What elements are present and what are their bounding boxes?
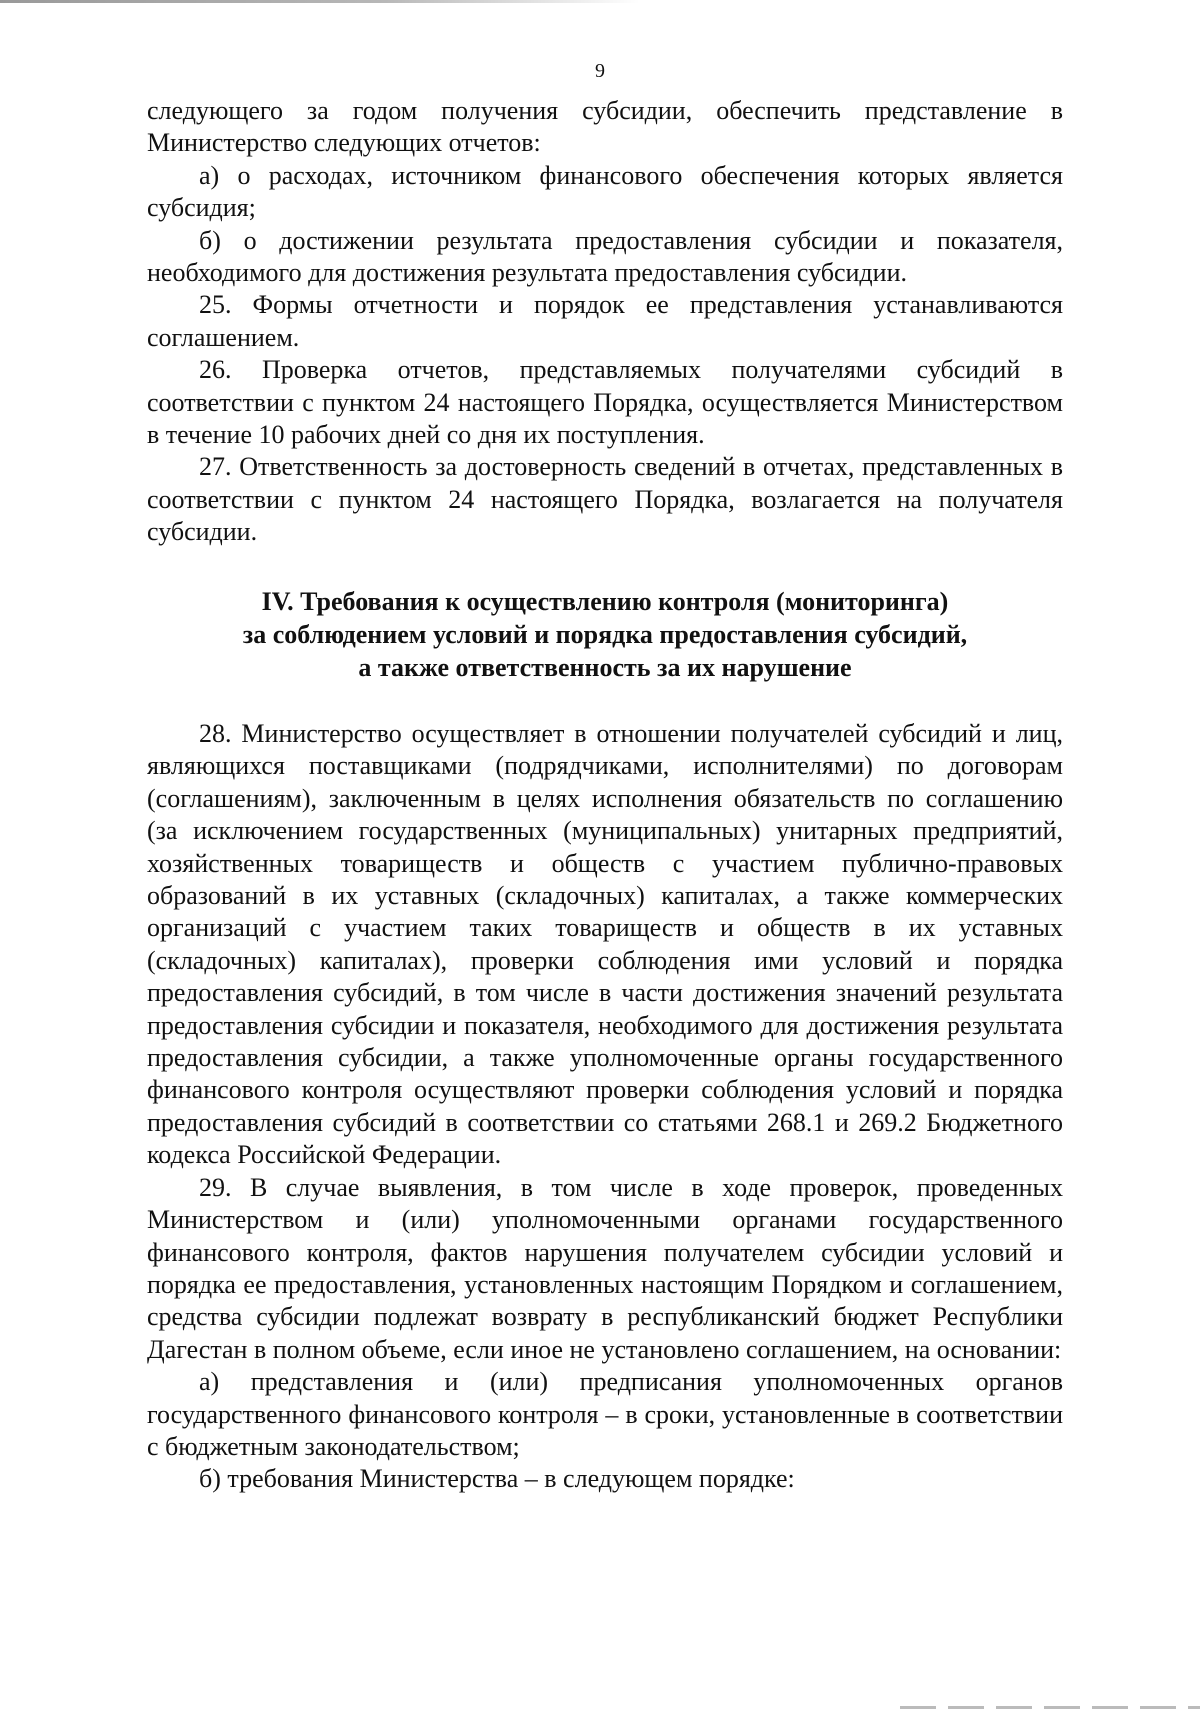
paragraph-27: 27. Ответственность за достоверность сведений в отчетах, представленных в соответствии с пунктом 24 настоящего Порядка, возлагается на получателя субсидии.: [147, 452, 1063, 547]
body-text-top: [147, 95, 1063, 549]
scan-edge-top: [0, 0, 640, 3]
paragraph-item-a: а) о расходах, источником финансового обеспечения которых является субсидия;: [147, 160, 1063, 223]
paragraph-29-item-a: а) представления и (или) предписания уполномоченных органов государственного финансового контроля – в сроки, установленные в соответствии с бюджетным законодательством;: [147, 1367, 1063, 1461]
page-number: 9: [595, 60, 605, 82]
paragraph-28: 28. Министерство осуществляет в отношении получателей субсидий и лиц, являющихся поставщиками (подрядчиками, исполнителями) по договорам (соглашениям), заключенным в целях исполнения обязательств по соглашению (за исключением государственных (муниципальных) унитарных предприятий, хозяйственных товариществ и обществ с участием публично-правовых образований в их уставных (складочных) капиталах, а также коммерческих организаций с участием таких товариществ и обществ в их уставных (складочных) капиталах), проверки соблюдения ими условий и порядка предоставления субсидий, в том числе в части достижения значений результата предоставления субсидии и показателя, необходимого для достижения результата предоставления субсидии, а также уполномоченные органы государственного финансового контроля осуществляют проверки соблюдения условий и порядка предоставления субсидий в соответствии со статьями 268.1 и 269.2 Бюджетного кодекса Российской Федерации.: [147, 719, 1063, 1170]
section-heading: [147, 585, 1063, 684]
section-heading-line-3: а также ответственность за их нарушение: [358, 653, 852, 682]
paragraph-25: 25. Формы отчетности и порядок ее представления устанавливаются соглашением.: [147, 290, 1063, 352]
paragraph-26: 26. Проверка отчетов, представляемых получателями субсидий в соответствии с пунктом 24 настоящего Порядка, осуществляется Министерством в течение 10 рабочих дней со дня их поступления.: [147, 355, 1063, 450]
body-text-bottom: [147, 718, 1063, 1496]
paragraph-29: 29. В случае выявления, в том числе в ходе проверок, проведенных Министерством и (или) уполномоченными органами государственного финансового контроля, фактов нарушения получателем субсидии условий и порядка ее предоставления, установленных настоящим Порядком и соглашением, средства субсидии подлежат возврату в республиканский бюджет Республики Дагестан в полном объеме, если иное не установлено соглашением, на основании:: [147, 1172, 1063, 1364]
paragraph-continuation: следующего за годом получения субсидии, обеспечить представление в Министерство следующих отчетов:: [147, 96, 1063, 158]
section-heading-line-1: IV. Требования к осуществлению контроля (мониторинга): [261, 587, 949, 616]
paragraph-29-item-b: б) требования Министерства – в следующем порядке:: [199, 1464, 795, 1494]
section-heading-line-2: за соблюдением условий и порядка предоставления субсидий,: [242, 620, 968, 649]
paragraph-item-b: б) о достижении результата предоставления субсидии и показателя, необходимого для достижения результата предоставления субсидии.: [147, 225, 1063, 288]
